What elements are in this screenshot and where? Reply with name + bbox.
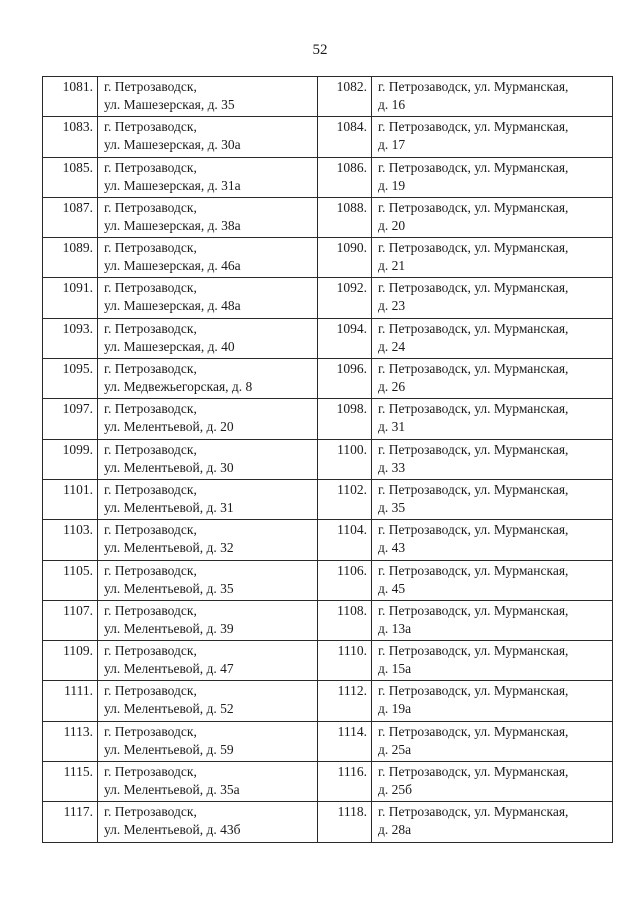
- table-row: [43, 479, 613, 519]
- table-row: [43, 439, 613, 479]
- address-line-1: г. Петрозаводск,: [104, 401, 197, 417]
- address-line-2: ул. Мелентьевой, д. 32: [104, 540, 234, 556]
- entry-number: 1091.: [43, 278, 98, 318]
- table-row: [43, 762, 613, 802]
- table-row: [43, 197, 613, 237]
- address-cell: [98, 762, 318, 802]
- address-line-1: г. Петрозаводск, ул. Мурманская,: [378, 320, 569, 336]
- entry-number: 1100.: [318, 439, 372, 479]
- address-cell: [98, 600, 318, 640]
- table-row: [43, 399, 613, 439]
- address-line-1: г. Петрозаводск, ул. Мурманская,: [378, 79, 569, 94]
- entry-number: 1083.: [43, 117, 98, 157]
- address-line-2: д. 23: [378, 298, 406, 314]
- entry-number: 1097.: [43, 399, 98, 439]
- address-cell: [98, 520, 318, 560]
- address-line-1: г. Петрозаводск,: [104, 683, 197, 699]
- address-line-2: ул. Медвежьегорская, д. 8: [104, 379, 253, 395]
- address-line-2: ул. Мелентьевой, д. 39: [104, 620, 234, 636]
- entry-number: 1118.: [318, 802, 372, 842]
- entry-number: 1099.: [43, 439, 98, 479]
- address-cell: [98, 117, 318, 157]
- entry-number: 1102.: [318, 479, 372, 519]
- address-cell: [372, 641, 613, 681]
- entry-number: 1089.: [43, 238, 98, 278]
- address-line-1: г. Петрозаводск, ул. Мурманская,: [378, 481, 569, 497]
- address-cell: [372, 359, 613, 399]
- address-line-2: ул. Мелентьевой, д. 31: [104, 499, 234, 515]
- address-line-1: г. Петрозаводск, ул. Мурманская,: [378, 683, 569, 699]
- address-cell: [372, 721, 613, 761]
- address-cell: [372, 439, 613, 479]
- entry-number: 1092.: [318, 278, 372, 318]
- address-cell: [98, 197, 318, 237]
- address-line-2: д. 24: [378, 338, 406, 354]
- address-line-2: д. 15а: [378, 661, 412, 677]
- address-line-1: г. Петрозаводск,: [104, 441, 197, 457]
- address-line-2: ул. Мелентьевой, д. 20: [104, 419, 234, 435]
- address-line-2: д. 33: [378, 459, 406, 475]
- table-row: [43, 802, 613, 842]
- address-line-1: г. Петрозаводск, ул. Мурманская,: [378, 643, 569, 659]
- address-cell: [372, 600, 613, 640]
- address-cell: [372, 238, 613, 278]
- address-line-2: д. 13а: [378, 620, 412, 636]
- address-cell: [98, 399, 318, 439]
- entry-number: 1096.: [318, 359, 372, 399]
- address-cell: [98, 560, 318, 600]
- entry-number: 1081.: [43, 77, 98, 117]
- entry-number: 1116.: [318, 762, 372, 802]
- page-number: 52: [312, 42, 328, 58]
- address-line-1: г. Петрозаводск,: [104, 280, 197, 296]
- table-row: [43, 520, 613, 560]
- address-cell: [372, 278, 613, 318]
- entry-number: 1087.: [43, 197, 98, 237]
- address-line-2: ул. Мелентьевой, д. 30: [104, 459, 234, 475]
- address-cell: [372, 77, 613, 117]
- address-line-1: г. Петрозаводск, ул. Мурманская,: [378, 804, 569, 820]
- address-cell: [372, 318, 613, 358]
- entry-number: 1085.: [43, 157, 98, 197]
- entry-number: 1111.: [43, 681, 98, 721]
- entry-number: 1084.: [318, 117, 372, 157]
- table-row: [43, 721, 613, 761]
- address-line-2: д. 28а: [378, 822, 412, 838]
- address-line-2: д. 16: [378, 97, 406, 112]
- entry-number: 1093.: [43, 318, 98, 358]
- entry-number: 1104.: [318, 520, 372, 560]
- address-line-1: г. Петрозаводск, ул. Мурманская,: [378, 522, 569, 538]
- address-line-1: г. Петрозаводск, ул. Мурманская,: [378, 562, 569, 578]
- address-line-2: ул. Мелентьевой, д. 52: [104, 701, 234, 717]
- entry-number: 1114.: [318, 721, 372, 761]
- address-cell: [98, 479, 318, 519]
- address-line-1: г. Петрозаводск,: [104, 764, 197, 780]
- address-line-2: д. 25б: [378, 782, 412, 798]
- address-line-1: г. Петрозаводск, ул. Мурманская,: [378, 159, 569, 175]
- address-line-1: г. Петрозаводск,: [104, 804, 197, 820]
- entry-number: 1112.: [318, 681, 372, 721]
- address-cell: [98, 641, 318, 681]
- address-line-2: д. 19: [378, 177, 406, 193]
- address-cell: [98, 318, 318, 358]
- address-line-2: ул. Машезерская, д. 48а: [104, 298, 241, 314]
- address-line-1: г. Петрозаводск, ул. Мурманская,: [378, 280, 569, 296]
- address-cell: [98, 802, 318, 842]
- address-cell: [98, 681, 318, 721]
- address-line-1: г. Петрозаводск,: [104, 361, 197, 377]
- entry-number: 1103.: [43, 520, 98, 560]
- entry-number: 1109.: [43, 641, 98, 681]
- entry-number: 1082.: [318, 77, 372, 117]
- table-row: [43, 278, 613, 318]
- address-cell: [372, 157, 613, 197]
- address-cell: [372, 479, 613, 519]
- address-line-2: д. 17: [378, 137, 406, 153]
- entry-number: 1088.: [318, 197, 372, 237]
- address-line-1: г. Петрозаводск, ул. Мурманская,: [378, 723, 569, 739]
- address-line-1: г. Петрозаводск,: [104, 723, 197, 739]
- address-line-1: г. Петрозаводск, ул. Мурманская,: [378, 764, 569, 780]
- address-line-1: г. Петрозаводск,: [104, 199, 197, 215]
- entry-number: 1108.: [318, 600, 372, 640]
- entry-number: 1115.: [43, 762, 98, 802]
- address-cell: [372, 117, 613, 157]
- address-table: [42, 76, 613, 843]
- address-line-1: г. Петрозаводск,: [104, 562, 197, 578]
- address-line-2: д. 20: [378, 217, 406, 233]
- address-table-body: [43, 77, 613, 843]
- table-row: [43, 681, 613, 721]
- address-line-2: д. 31: [378, 419, 406, 435]
- entry-number: 1117.: [43, 802, 98, 842]
- entry-number: 1094.: [318, 318, 372, 358]
- address-cell: [98, 439, 318, 479]
- address-line-2: д. 45: [378, 580, 406, 596]
- address-line-2: ул. Мелентьевой, д. 43б: [104, 822, 241, 838]
- address-line-2: ул. Машезерская, д. 40: [104, 338, 235, 354]
- address-line-1: г. Петрозаводск,: [104, 240, 197, 256]
- table-row: [43, 359, 613, 399]
- address-line-1: г. Петрозаводск,: [104, 119, 197, 135]
- address-line-1: г. Петрозаводск,: [104, 320, 197, 336]
- entry-number: 1095.: [43, 359, 98, 399]
- address-line-2: ул. Машезерская, д. 31а: [104, 177, 241, 193]
- address-cell: [372, 681, 613, 721]
- table-row: [43, 641, 613, 681]
- entry-number: 1106.: [318, 560, 372, 600]
- address-cell: [372, 560, 613, 600]
- address-cell: [372, 762, 613, 802]
- entry-number: 1101.: [43, 479, 98, 519]
- address-cell: [98, 77, 318, 117]
- address-line-2: ул. Мелентьевой, д. 35а: [104, 782, 240, 798]
- address-line-1: г. Петрозаводск, ул. Мурманская,: [378, 401, 569, 417]
- entry-number: 1110.: [318, 641, 372, 681]
- address-line-2: д. 35: [378, 499, 406, 515]
- table-row: [43, 600, 613, 640]
- address-line-1: г. Петрозаводск, ул. Мурманская,: [378, 602, 569, 618]
- table-row: [43, 318, 613, 358]
- address-line-1: г. Петрозаводск,: [104, 159, 197, 175]
- address-line-1: г. Петрозаводск,: [104, 79, 197, 94]
- entry-number: 1107.: [43, 600, 98, 640]
- address-line-1: г. Петрозаводск, ул. Мурманская,: [378, 441, 569, 457]
- table-row: [43, 117, 613, 157]
- address-line-1: г. Петрозаводск,: [104, 481, 197, 497]
- address-line-2: ул. Машезерская, д. 46а: [104, 258, 241, 274]
- address-cell: [372, 802, 613, 842]
- address-line-2: д. 19а: [378, 701, 412, 717]
- entry-number: 1090.: [318, 238, 372, 278]
- table-row: [43, 238, 613, 278]
- table-row: [43, 560, 613, 600]
- address-line-2: ул. Мелентьевой, д. 35: [104, 580, 234, 596]
- address-cell: [98, 238, 318, 278]
- address-line-2: ул. Машезерская, д. 38а: [104, 217, 241, 233]
- table-row: [43, 157, 613, 197]
- entry-number: 1086.: [318, 157, 372, 197]
- address-line-2: д. 43: [378, 540, 406, 556]
- address-cell: [372, 520, 613, 560]
- address-line-2: д. 26: [378, 379, 406, 395]
- address-line-2: ул. Машезерская, д. 30а: [104, 137, 241, 153]
- address-line-1: г. Петрозаводск,: [104, 643, 197, 659]
- address-line-1: г. Петрозаводск, ул. Мурманская,: [378, 240, 569, 256]
- address-line-2: д. 21: [378, 258, 406, 274]
- address-line-1: г. Петрозаводск,: [104, 522, 197, 538]
- address-line-1: г. Петрозаводск, ул. Мурманская,: [378, 199, 569, 215]
- address-cell: [98, 359, 318, 399]
- address-line-2: д. 25а: [378, 741, 412, 757]
- address-line-2: ул. Мелентьевой, д. 47: [104, 661, 234, 677]
- entry-number: 1113.: [43, 721, 98, 761]
- address-line-1: г. Петрозаводск, ул. Мурманская,: [378, 119, 569, 135]
- address-cell: [98, 157, 318, 197]
- address-cell: [98, 278, 318, 318]
- table-row: [43, 77, 613, 117]
- entry-number: 1105.: [43, 560, 98, 600]
- entry-number: 1098.: [318, 399, 372, 439]
- address-cell: [372, 197, 613, 237]
- address-cell: [98, 721, 318, 761]
- address-cell: [372, 399, 613, 439]
- address-line-2: ул. Машезерская, д. 35: [104, 97, 235, 112]
- address-line-1: г. Петрозаводск,: [104, 602, 197, 618]
- address-line-1: г. Петрозаводск, ул. Мурманская,: [378, 361, 569, 377]
- address-line-2: ул. Мелентьевой, д. 59: [104, 741, 234, 757]
